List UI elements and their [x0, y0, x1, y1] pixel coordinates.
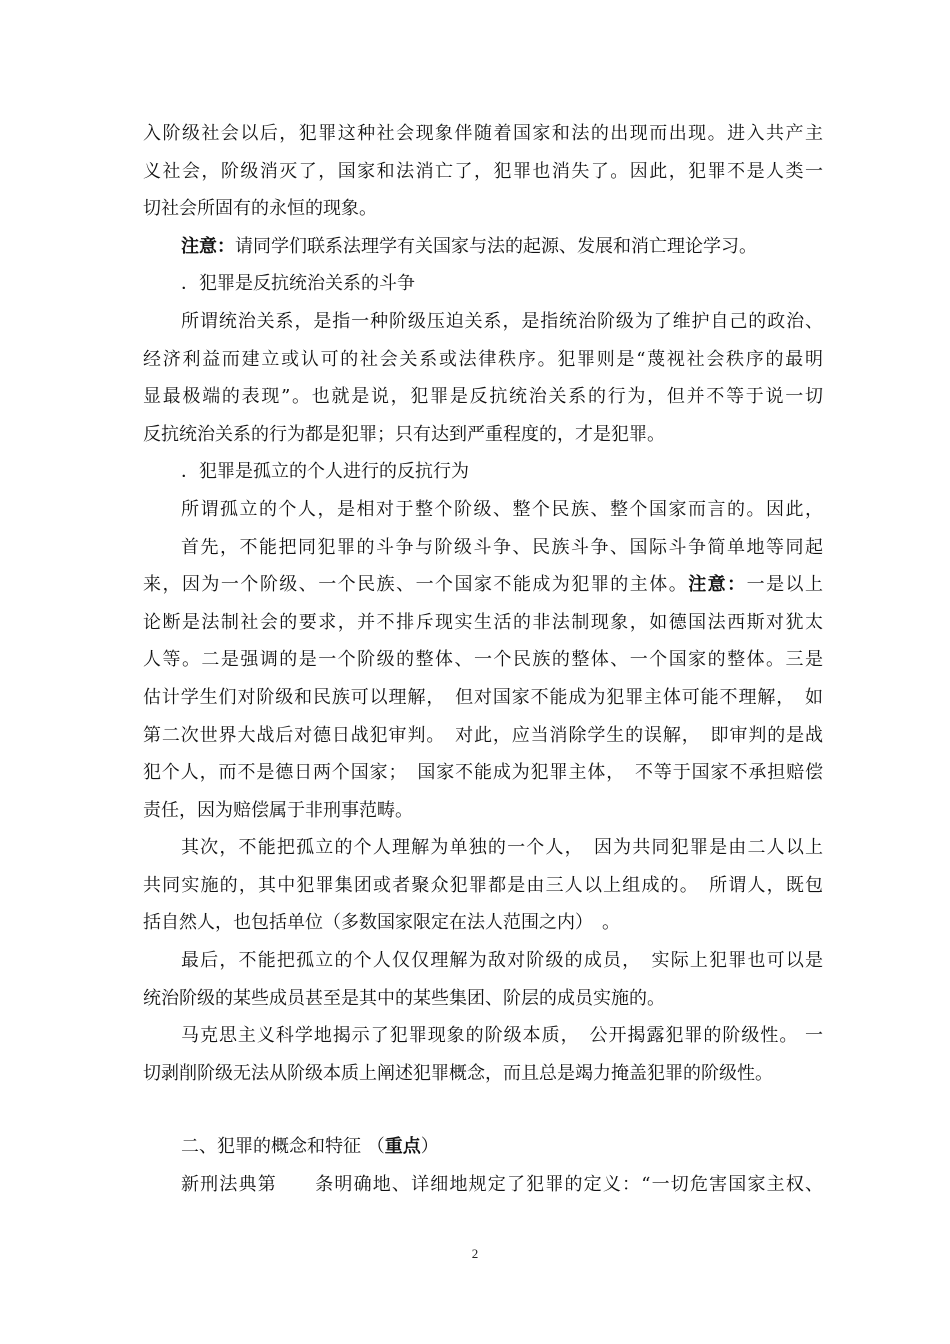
text-line: 犯个人，而不是德日两个国家； 国家不能成为犯罪主体， 不等于国家不承担赔偿: [143, 762, 823, 784]
text-line: 人等。二是强调的是一个阶级的整体、一个民族的整体、一个国家的整体。三是: [143, 649, 823, 671]
text-line: 反抗统治关系的行为都是犯罪；只有达到严重程度的，才是犯罪。: [143, 423, 665, 445]
text-line: 其次，不能把孤立的个人理解为单独的一个人， 因为共同犯罪是由二人以上: [181, 837, 823, 859]
text-line: 最后，不能把孤立的个人仅仅理解为敌对阶级的成员， 实际上犯罪也可以是: [181, 950, 823, 972]
text-line: 共同实施的，其中犯罪集团或者聚众犯罪都是由三人以上组成的。 所谓人，既包: [143, 874, 823, 896]
text-line: 所谓统治关系，是指一种阶级压迫关系，是指统治阶级为了维护自己的政治、: [181, 310, 823, 332]
text-line: 入阶级社会以后，犯罪这种社会现象伴随着国家和法的出现而出现。进入共产主: [143, 123, 823, 144]
heading-text: ）: [420, 1136, 439, 1158]
text-line: [143, 566, 823, 604]
text-line: 所谓孤立的个人，是相对于整个阶级、整个民族、整个国家而言的。因此，: [181, 498, 823, 520]
text-line: 论断是法制社会的要求，并不排斥现实生活的非法制现象，如德国法西斯对犹太: [143, 611, 823, 633]
text-line: 统治阶级的某些成员甚至是其中的某些集团、阶层的成员实施的。: [143, 987, 665, 1009]
section-heading: ．犯罪是孤立的个人进行的反抗行为: [181, 461, 469, 483]
page-number: 2: [471, 1246, 479, 1261]
text-segment: 来，因为一个阶级、一个民族、一个国家不能成为犯罪的主体。: [143, 574, 689, 596]
text-line: 首先，不能把同犯罪的斗争与阶级斗争、民族斗争、国际斗争简单地等同起: [181, 536, 823, 558]
note-label: 注意：: [181, 235, 235, 257]
key-point-label: 重点: [384, 1136, 421, 1158]
text-line: 估计学生们对阶级和民族可以理解， 但对国家不能成为犯罪主体可能不理解， 如: [143, 686, 823, 708]
text-line: 切社会所固有的永恒的现象。: [143, 198, 377, 220]
note-line: [143, 228, 823, 266]
text-line: 显最极端的表现”。也就是说，犯罪是反抗统治关系的行为，但并不等于说一切: [143, 386, 823, 408]
text-line: 括自然人，也包括单位（多数国家限定在法人范围之内） 。: [143, 912, 620, 934]
text-line: 马克思主义科学地揭示了犯罪现象的阶级本质， 公开揭露犯罪的阶级性。 一: [181, 1025, 823, 1047]
text-line: 第二次世界大战后对德日战犯审判。 对此，应当消除学生的误解， 即审判的是战: [143, 724, 823, 746]
note-label: 注意：: [688, 574, 747, 596]
text-line: 义社会，阶级消灭了，国家和法消亡了，犯罪也消失了。因此，犯罪不是人类一: [143, 160, 823, 182]
text-line: 经济利益而建立或认可的社会关系或法律秩序。犯罪则是“蔑视社会秩序的最明: [143, 348, 823, 370]
chapter-heading: [143, 1128, 823, 1166]
text-line: 切剥削阶级无法从阶级本质上阐述犯罪概念，而且总是竭力掩盖犯罪的阶级性。: [143, 1062, 773, 1084]
text-line: 责任，因为赔偿属于非刑事范畴。: [143, 799, 413, 821]
section-heading: ．犯罪是反抗统治关系的斗争: [181, 273, 415, 295]
text-line: 新刑法典第 条明确地、详细地规定了犯罪的定义：“一切危害国家主权、: [181, 1174, 823, 1196]
body-text: [143, 115, 823, 1204]
note-text: 请同学们联系法理学有关国家与法的起源、发展和消亡理论学习。: [235, 235, 757, 257]
heading-text: 二、犯罪的概念和特征 （: [181, 1136, 385, 1158]
text-segment: 一是以上: [746, 574, 824, 596]
